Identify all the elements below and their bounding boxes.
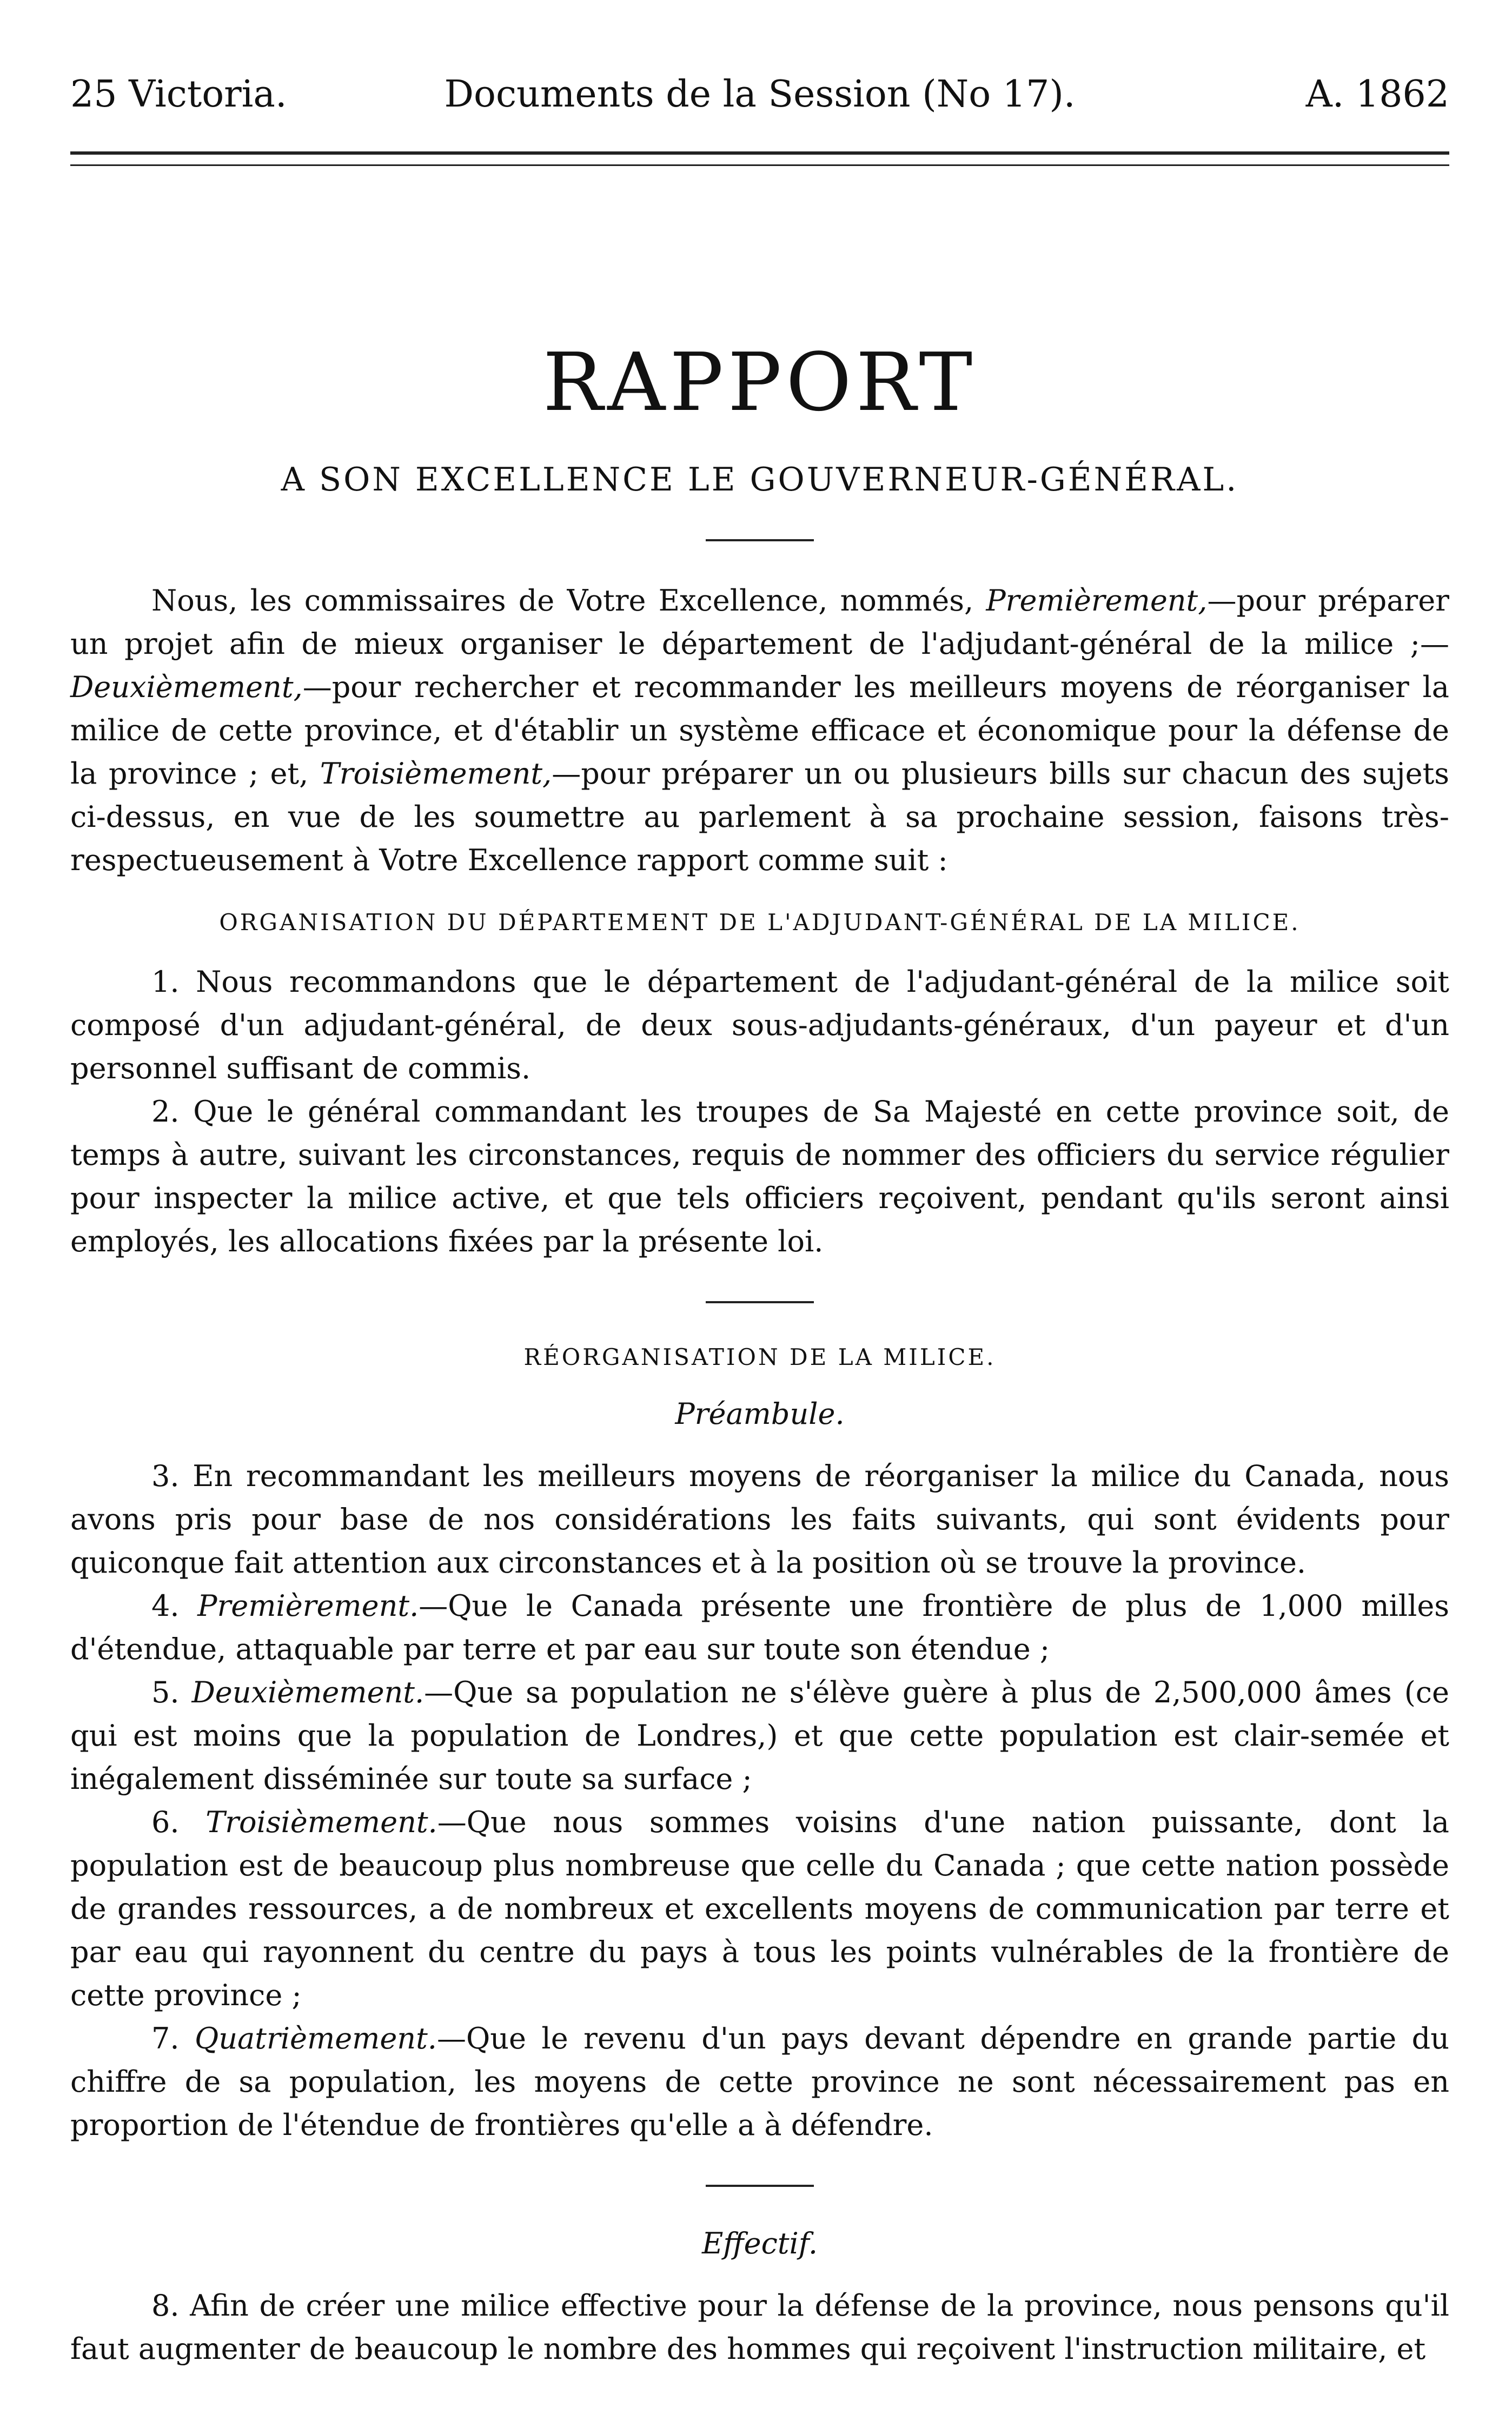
paragraph-4 (70, 1584, 1449, 1671)
header-left: 25 Victoria. (70, 73, 287, 116)
paragraph-4-text: —Que le Canada présente une frontière de plus de 1,000 milles d'étendue, attaquable par terre et par eau sur toute son étendue ; (70, 1589, 1450, 1666)
paragraph-3: 3. En recommandant les meilleurs moyens de réorganiser la milice du Canada, nous avons pris pour base de nos considérations les faits suivants, qui sont évidents pour quiconque fait attention aux circonstances et à la position où se trouve la province. (70, 1459, 1449, 1580)
paragraph-2: 2. Que le général commandant les troupes de Sa Majesté en cette province soit, de temps à autre, suivant les circonstances, requis de nommer des officiers du service régulier pour inspecter la milice active, et que tels officiers reçoivent, pendant qu'ils seront ainsi employés, les allocations fixées par la présente loi. (70, 1095, 1449, 1258)
paragraph-7-number: 7. (151, 2021, 195, 2055)
paragraph-4-number: 4. (151, 1589, 198, 1623)
paragraph-5-italic: Deuxièmement. (191, 1675, 425, 1709)
intro-italic-1: Premièrement, (986, 583, 1208, 618)
section-heading-reorganisation: RÉORGANISATION DE LA MILICE. (523, 1344, 996, 1370)
paragraph-5-text: —Que sa population ne s'élève guère à plus de 2,500,000 âmes (ce qui est moins que la population de Londres,) et que cette population est clair-semée et inégalement disséminée sur toute sa surface ; (70, 1675, 1449, 1796)
intro-text-4: —pour préparer un ou plusieurs bills sur chacun des sujets ci-dessus, en vue de les soumettre au parlement à sa prochaine session, faisons très-respectueusement à Votre Excellence rapport comme suit : (70, 757, 1450, 877)
header-right: A. 1862 (1305, 73, 1449, 116)
page-title: RAPPORT (542, 336, 977, 429)
running-header (70, 70, 1449, 130)
intro-italic-2: Deuxièmement, (70, 670, 303, 704)
header-center: Documents de la Session (No 17). (444, 73, 1076, 116)
intro-text-1: Nous, les commissaires de Votre Excellence, nommés, (151, 583, 986, 618)
paragraph-6 (70, 1801, 1449, 2017)
paragraph-5 (70, 1671, 1449, 1801)
intro-text-2: —pour préparer un projet afin de mieux organiser le département de l'adjudant-général de la milice ;— (70, 583, 1449, 661)
paragraph-6-italic: Troisièmement. (205, 1805, 437, 1839)
intro-text-3: —pour rechercher et recommander les meilleurs moyens de réorganiser la milice de cette province, et d'établir un système efficace et économique pour la défense de la province ; et, (70, 670, 1449, 791)
subheading-effectif: Effectif. (701, 2226, 818, 2260)
paragraph-6-number: 6. (151, 1805, 206, 1839)
document-page (70, 70, 1449, 2371)
section-heading-organisation: ORGANISATION DU DÉPARTEMENT DE L'ADJUDANT-GÉNÉRAL DE LA MILICE. (219, 909, 1301, 936)
intro-italic-3: Troisièmement, (320, 757, 552, 791)
divider-rule (706, 1301, 814, 1303)
page-subtitle: A SON EXCELLENCE LE GOUVERNEUR-GÉNÉRAL. (281, 461, 1239, 499)
header-double-rule (70, 151, 1449, 166)
paragraph-5-number: 5. (151, 1675, 192, 1709)
paragraph-4-italic: Premièrement. (197, 1589, 419, 1623)
subheading-preambule: Préambule. (675, 1397, 845, 1431)
divider-rule (706, 2185, 814, 2187)
paragraph-8: 8. Afin de créer une milice effective pour la défense de la province, nous pensons qu'il faut augmenter de beaucoup le nombre des hommes qui reçoivent l'instruction militaire, et (70, 2289, 1449, 2366)
paragraph-1: 1. Nous recommandons que le département de l'adjudant-général de la milice soit composé d'un adjudant-général, de deux sous-adjudants-généraux, d'un payeur et d'un personnel suffisant de commis. (70, 965, 1449, 1085)
paragraph-7 (70, 2017, 1449, 2147)
intro-paragraph (70, 579, 1449, 882)
paragraph-7-italic: Quatrièmement. (195, 2021, 437, 2055)
paragraph-6-text: —Que nous sommes voisins d'une nation puissante, dont la population est de beaucoup plus nombreuse que celle du Canada ; que cette nation possède de grandes ressources, a de nombreux et excellents moyens de communication par terre et par eau qui rayonnent du centre du pays à tous les points vulnérables de la frontière de cette province ; (70, 1805, 1450, 2012)
divider-rule (706, 539, 814, 541)
paragraph-7-text: —Que le revenu d'un pays devant dépendre en grande partie du chiffre de sa population, les moyens de cette province ne sont nécessairement pas en proportion de l'étendue de frontières qu'elle a à défendre. (70, 2021, 1449, 2142)
